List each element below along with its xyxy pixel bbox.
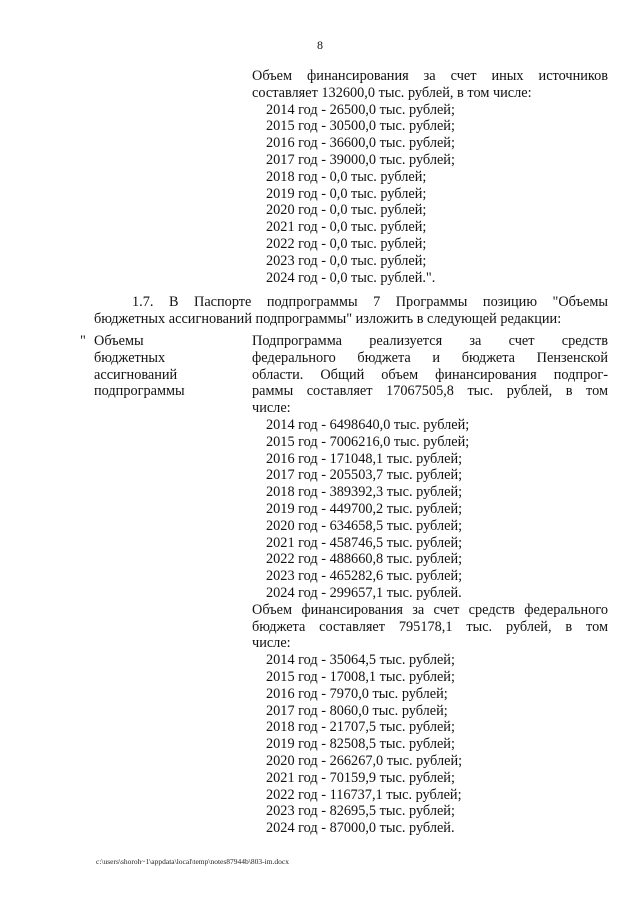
opening-quote: " [80,333,86,349]
year-item: 2015 год - 30500,0 тыс. рублей; [266,118,455,135]
year-item: 2024 год - 0,0 тыс. рублей.". [266,269,436,286]
label-line: бюджетных [94,349,166,366]
body-line: Объем финансирования за счет средств федерального [252,601,608,618]
year-item: 2020 год - 0,0 тыс. рублей; [266,202,427,219]
year-item: 2014 год - 6498640,0 тыс. рублей; [266,416,470,433]
year-item: 2017 год - 205503,7 тыс. рублей; [266,467,463,484]
body-line: бюджета составляет 795178,1 тыс. рублей, в том [252,618,608,635]
section-1-7 [94,294,608,328]
year-item: 2020 год - 634658,5 тыс. рублей; [266,517,463,534]
position-body [252,333,608,837]
body-line: числе: [252,635,291,652]
year-item: 2020 год - 266267,0 тыс. рублей; [266,752,463,769]
year-item: 2016 год - 7970,0 тыс. рублей; [266,685,448,702]
body-line: числе: [252,400,291,417]
year-item: 2023 год - 0,0 тыс. рублей; [266,252,427,269]
year-item: 2022 год - 116737,1 тыс. рублей; [266,786,462,803]
year-item: 2018 год - 389392,3 тыс. рублей; [266,484,463,501]
page-number: 8 [317,38,323,52]
year-item: 2021 год - 0,0 тыс. рублей; [266,219,427,236]
year-item: 2018 год - 0,0 тыс. рублей; [266,168,427,185]
body-line: Подпрограмма реализуется за счет средств [252,333,608,349]
year-item: 2014 год - 35064,5 тыс. рублей; [266,652,455,669]
year-item: 2016 год - 171048,1 тыс. рублей; [266,450,463,467]
year-item: 2024 год - 299657,1 тыс. рублей. [266,584,462,601]
year-item: 2021 год - 458746,5 тыс. рублей; [266,534,463,551]
intro-line: Объем финансирования за счет иных источников [252,68,608,84]
top-financing-block [252,68,608,286]
year-item: 2016 год - 36600,0 тыс. рублей; [266,135,455,152]
body-line: федерального бюджета и бюджета Пензенской [252,349,608,366]
year-item: 2022 год - 488660,8 тыс. рублей; [266,551,463,568]
section-line: 1.7. В Паспорте подпрограммы 7 Программы позицию "Объемы [132,294,608,310]
year-item: 2014 год - 26500,0 тыс. рублей; [266,101,455,118]
position-label [94,333,185,400]
body-line: области. Общий объем финансирования подпрог- [252,366,608,383]
year-item: 2015 год - 17008,1 тыс. рублей; [266,668,455,685]
label-line: подпрограммы [94,383,185,400]
year-item: 2015 год - 7006216,0 тыс. рублей; [266,433,470,450]
year-item: 2017 год - 39000,0 тыс. рублей; [266,151,455,168]
intro-line: составляет 132600,0 тыс. рублей, в том числе: [252,84,532,101]
year-item: 2018 год - 21707,5 тыс. рублей; [266,719,455,736]
year-item: 2019 год - 0,0 тыс. рублей; [266,185,427,202]
label-line: ассигнований [94,366,178,383]
year-list-federal [252,652,608,837]
year-item: 2017 год - 8060,0 тыс. рублей; [266,702,448,719]
year-item: 2023 год - 82695,5 тыс. рублей; [266,803,455,820]
label-line: Объемы [94,333,144,349]
file-path-footer: c:\users\shoroh~1\appdata\local\temp\notes87944b\803-im.docx [96,857,289,866]
year-item: 2019 год - 82508,5 тыс. рублей; [266,736,455,753]
body-line: раммы составляет 17067505,8 тыс. рублей, в том [252,383,608,400]
year-list-top [252,102,608,287]
year-item: 2019 год - 449700,2 тыс. рублей; [266,500,463,517]
year-item: 2024 год - 87000,0 тыс. рублей. [266,820,455,837]
year-item: 2023 год - 465282,6 тыс. рублей; [266,568,463,585]
year-item: 2021 год - 70159,9 тыс. рублей; [266,769,455,786]
section-line: бюджетных ассигнований подпрограммы" изложить в следующей редакции: [94,310,562,327]
year-list-total [252,417,608,602]
year-item: 2022 год - 0,0 тыс. рублей; [266,235,427,252]
